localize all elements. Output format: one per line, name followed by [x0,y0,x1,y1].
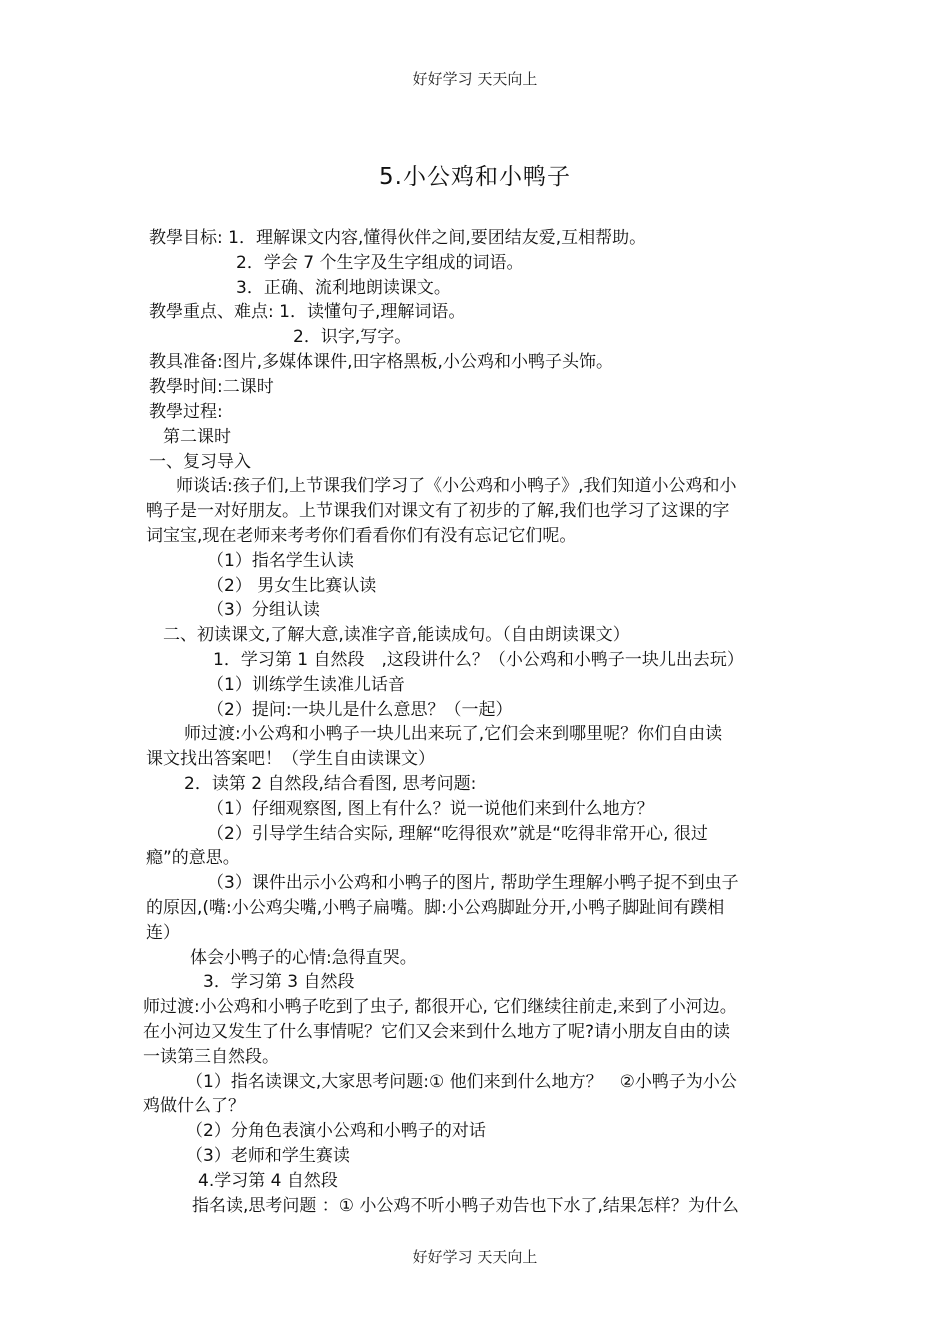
text-line: 鸭子是一对好朋友。上节课我们对课文有了初步的了解,我们也学习了这课的字 [146,501,730,521]
text-line: 师过渡:小公鸡和小鸭子一块儿出来玩了,它们会来到哪里呢？你们自由读 [184,724,723,744]
text-line: 教學重点、难点: 1．读懂句子,理解词语。 [149,302,466,322]
text-line: （2） 男女生比赛认读 [207,576,377,596]
lesson-title: 5.小公鸡和小鸭子 [379,164,571,190]
text-line: 教具准备:图片,多媒体课件,田字格黑板,小公鸡和小鸭子头饰。 [149,352,613,372]
text-line: 的原因,(嘴:小公鸡尖嘴,小鸭子扁嘴。脚:小公鸡脚趾分开,小鸭子脚趾间有蹼相 [146,898,725,918]
text-line: 在小河边又发生了什么事情呢？它们又会来到什么地方了呢?请小朋友自由的读 [143,1022,731,1042]
text-line: （2）引导学生结合实际, 理解“吃得很欢”就是“吃得非常开心, 很过 [207,824,708,844]
text-line: 2．读第 2 自然段,结合看图, 思考问题: [184,774,477,794]
text-line: 瘾”的意思。 [146,848,240,868]
text-line: 3．学习第 3 自然段 [203,972,355,992]
text-line: 2．识字,写字。 [293,327,412,347]
text-line: 教學时间:二课时 [149,377,274,397]
text-line: 鸡做什么了？ [143,1096,245,1116]
text-line: （3）老师和学生赛读 [186,1146,350,1166]
text-line: （1）仔细观察图, 图上有什么？说一说他们来到什么地方？ [207,799,654,819]
text-line: （3）分组认读 [207,600,320,620]
text-line: （3）课件出示小公鸡和小鸭子的图片, 帮助学生理解小鸭子捉不到虫子 [207,873,739,893]
text-line: 师过渡:小公鸡和小鸭子吃到了虫子, 都很开心, 它们继续往前走,来到了小河边。 [143,997,737,1017]
text-line: 二、初读课文,了解大意,读准字音,能读成句。（自由朗读课文） [163,625,630,645]
text-line: 第二课时 [163,427,231,447]
text-line: （1）指名读课文,大家思考问题:① 他们来到什么地方？ ②小鸭子为小公 [186,1072,737,1092]
text-line: 体会小鸭子的心情:急得直哭。 [190,948,417,968]
text-line: 一读第三自然段。 [143,1047,279,1067]
text-line: （1）训练学生读准儿话音 [207,675,405,695]
text-line: 教學目标: 1．理解课文内容,懂得伙伴之间,要团结友爱,互相帮助。 [149,228,647,248]
text-line: 2．学会 7 个生字及生字组成的词语。 [236,253,524,273]
text-line: （2）分角色表演小公鸡和小鸭子的对话 [186,1121,486,1141]
text-line: 词宝宝,现在老师来考考你们看看你们有没有忘记它们呢。 [146,526,577,546]
text-line: 课文找出答案吧！（学生自由读课文） [146,749,435,769]
text-line: 师谈话:孩子们,上节课我们学习了《小公鸡和小鸭子》,我们知道小公鸡和小 [176,476,737,496]
text-line: 1．学习第 1 自然段 ,这段讲什么？（小公鸡和小鸭子一块儿出去玩） [213,650,744,670]
text-line: 一、复习导入 [149,452,251,472]
text-line: 指名读,思考问题 ：① 小公鸡不听小鸭子劝告也下水了,结果怎样？为什么 [192,1196,739,1216]
page-footer: 好好学习 天天向上 [412,1248,538,1266]
text-line: （2）提问:一块儿是什么意思？（一起） [207,700,513,720]
text-line: 4.学习第 4 自然段 [198,1171,338,1191]
page-header: 好好学习 天天向上 [412,70,538,88]
text-line: 教學过程: [149,402,223,422]
text-line: （1）指名学生认读 [207,551,354,571]
text-line: 3．正确、流利地朗读课文。 [236,278,451,298]
text-line: 连） [146,923,180,943]
